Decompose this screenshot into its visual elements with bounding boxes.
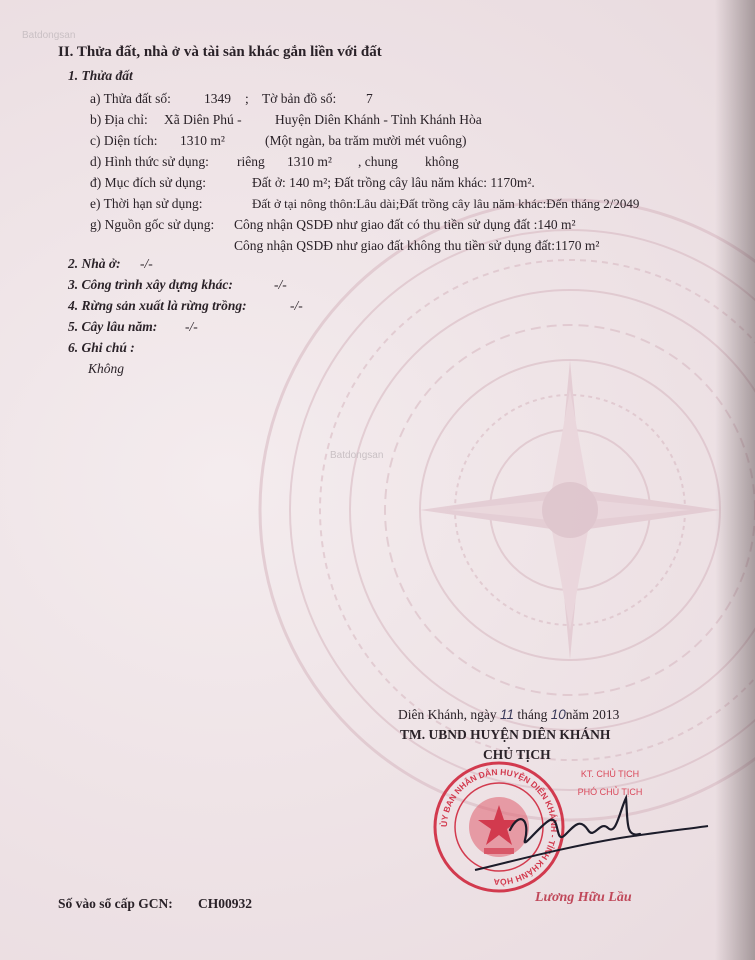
authority: TM. UBND HUYỆN DIÊN KHÁNH — [400, 727, 611, 742]
forest-label: 4. Rừng sản xuất là rừng trồng: — [68, 298, 247, 313]
date-month: 10 — [550, 707, 566, 722]
construction-value: -/- — [274, 277, 287, 292]
month-label: tháng — [517, 707, 548, 722]
date-line — [398, 707, 619, 723]
perennial-label: 5. Cây lâu năm: — [68, 319, 158, 334]
stamp-line-2: PHÓ CHỦ TỊCH — [577, 787, 643, 797]
map-sheet-value: 7 — [366, 91, 373, 106]
private-label: riêng — [237, 154, 265, 169]
notes-value: Không — [88, 361, 125, 376]
perennial-value: -/- — [185, 319, 198, 334]
year-label: năm 2013 — [565, 707, 620, 722]
term-value: Đất ở tại nông thôn:Lâu dài;Đất trồng cây lâu năm khác:Đến tháng 2/2049 — [252, 196, 640, 211]
stamp-line-1: KT. CHỦ TỊCH — [580, 769, 640, 779]
purpose-value: Đất ở: 140 m²; Đất trồng cây lâu năm khác: 1170m². — [252, 175, 535, 190]
register-number-label: Số vào sổ cấp GCN: — [58, 896, 173, 911]
parcel-number-label: a) Thửa đất số: — [90, 91, 171, 106]
origin-value-2: Công nhận QSDĐ như giao đất không thu tiền sử dụng đất:1170 m² — [234, 238, 600, 253]
usage-form-label: d) Hình thức sử dụng: — [90, 154, 209, 169]
parcel-number-value: 1349 — [204, 91, 231, 106]
area-label: c) Diện tích: — [90, 133, 158, 148]
section-title: II. Thửa đất, nhà ở và tài sản khác gắn liền với đất — [58, 44, 382, 60]
shared-label: , chung — [358, 154, 398, 169]
origin-label: g) Nguồn gốc sử dụng: — [90, 217, 215, 232]
date-day: 11 — [499, 707, 514, 722]
construction-label: 3. Công trình xây dựng khác: — [68, 277, 233, 292]
notes-label: 6. Ghi chú : — [68, 340, 135, 355]
signer-title: CHỦ TỊCH — [483, 747, 551, 762]
shared-value: không — [425, 154, 459, 169]
private-value: 1310 m² — [287, 154, 332, 169]
house-label: 2. Nhà ở: — [68, 256, 121, 271]
purpose-label: đ) Mục đích sử dụng: — [90, 175, 207, 190]
map-sheet-label: Tờ bản đồ số: — [262, 91, 337, 106]
area-value: 1310 m² — [180, 133, 225, 148]
part1-heading: 1. Thửa đất — [68, 68, 133, 83]
signer-name: Lương Hữu Lầu — [535, 890, 632, 905]
address-district: Huyện Diên Khánh - Tỉnh Khánh Hòa — [275, 112, 482, 127]
term-label: e) Thời hạn sử dụng: — [90, 196, 203, 211]
house-value: -/- — [140, 256, 153, 271]
date-place: Diên Khánh, ngày — [398, 707, 497, 722]
address-label: b) Địa chỉ: — [90, 112, 148, 127]
watermark-text: Batdongsan — [330, 450, 384, 461]
separator: ; — [245, 91, 249, 106]
forest-value: -/- — [290, 298, 303, 313]
origin-value-1: Công nhận QSDĐ như giao đất có thu tiền sử dụng đất :140 m² — [234, 217, 576, 232]
watermark-text: Batdongsan — [22, 30, 76, 41]
address-commune: Xã Diên Phú - — [164, 112, 242, 127]
area-in-words: (Một ngàn, ba trăm mười mét vuông) — [265, 133, 467, 148]
seal-text: ỦY BAN NHÂN DÂN HUYỆN DIÊN KHÁNH - TỈNH KHÁNH HÒA — [438, 766, 560, 888]
handwritten-signature-icon — [470, 790, 710, 890]
register-number-value: CH00932 — [198, 896, 252, 911]
